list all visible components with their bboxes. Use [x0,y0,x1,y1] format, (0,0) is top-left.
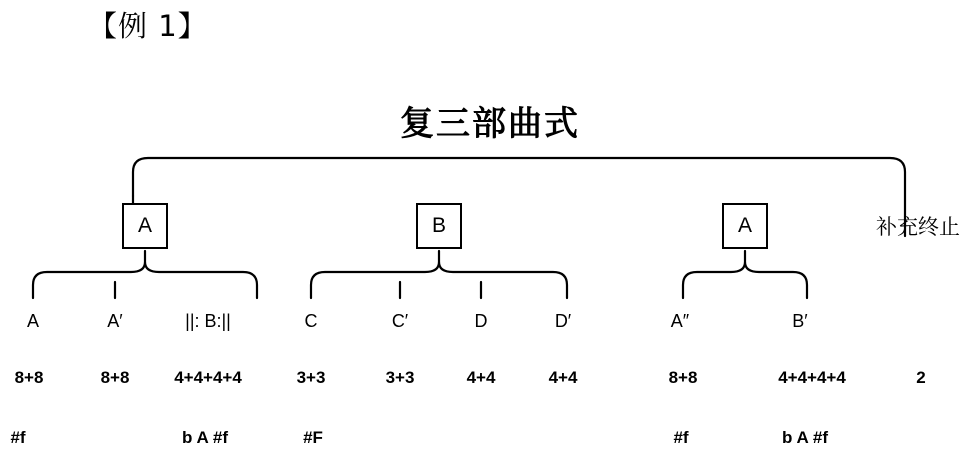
bars-label-5: 3+3 [385,368,415,387]
key-label-5: b A #f [782,428,828,447]
bars-label-10: 2 [916,368,926,387]
section-box-a1[interactable]: A [122,203,168,249]
example-label: 【例 1】 [88,9,208,43]
bars-label-3: 4+4+4+4 [174,368,242,387]
bars-label-8: 8+8 [668,368,698,387]
theme-label-4: C [304,311,318,331]
key-label-4: #f [673,428,689,447]
theme-label-3: ||: B:|| [185,311,231,331]
key-label-2: b A #f [182,428,228,447]
theme-label-9: B′ [792,311,808,331]
theme-label-1: A [26,311,40,331]
section-box-b[interactable]: B [416,203,462,249]
bars-label-6: 4+4 [466,368,496,387]
bars-label-2: 8+8 [100,368,130,387]
bars-label-9: 4+4+4+4 [778,368,846,387]
theme-label-8: A″ [670,311,690,331]
coda-label: 补充终止 [876,215,960,239]
theme-label-2: A′ [107,311,123,331]
bars-label-1: 8+8 [14,368,44,387]
section-box-a2[interactable]: A [722,203,768,249]
key-label-3: #F [303,428,323,447]
key-label-1: #f [10,428,26,447]
bars-label-7: 4+4 [548,368,578,387]
bars-label-4: 3+3 [296,368,326,387]
page-title: 复三部曲式 [400,104,580,144]
theme-label-7: D′ [554,311,572,331]
theme-label-6: D [474,311,488,331]
theme-label-5: C′ [391,311,409,331]
